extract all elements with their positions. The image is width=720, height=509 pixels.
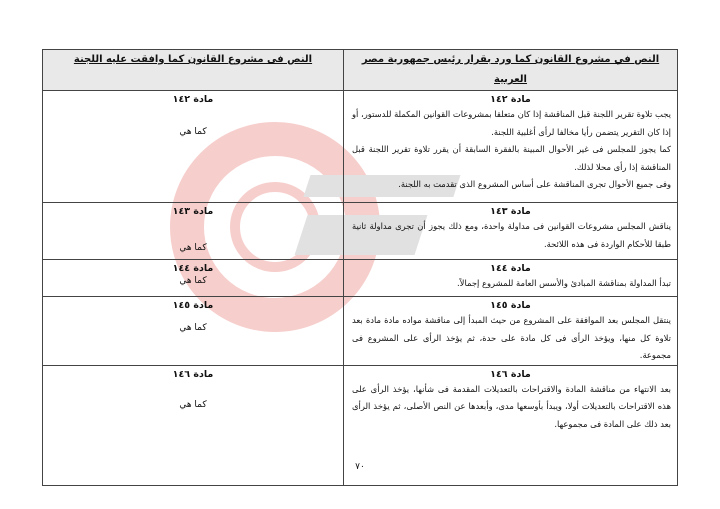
- original-cell: [344, 203, 678, 260]
- same-as-label: كما هي: [179, 399, 207, 410]
- table-row: [43, 260, 678, 297]
- same-as-label: كما هي: [179, 127, 207, 137]
- article-paragraph: بعد الانتهاء من مناقشة المادة والاقتراحات بالتعديلات المقدمة فى شأنها، يؤخذ الرأى على هذه الاقتراحات بالتعديلات أولا، ويبدأ بأوسعها مدى، وأبعدها عن النص الأصلى، ثم يؤخذ الرأى بعد ذلك على المادة فى مجموعها.: [352, 383, 671, 429]
- comparison-table: [42, 49, 678, 486]
- table-row: [43, 91, 678, 203]
- committee-cell: [43, 91, 344, 203]
- article-paragraph: ينتقل المجلس بعد الموافقة على المشروع من حيث المبدأ إلى مناقشة مواده مادة مادة بعد تلاوة كل منها، ويؤخذ الرأى فى كل مادة على حدة، ثم يؤخذ الرأى على المشروع فى مجموعة.: [352, 315, 671, 360]
- table-row: [43, 203, 678, 260]
- header-committee-text: النص فى مشروع القانون كما وافقت عليه اللجنة: [43, 50, 344, 91]
- article-body: [344, 311, 677, 365]
- page-number: ٧٠: [355, 462, 365, 472]
- article-title: مادة ١٤٤: [490, 263, 531, 274]
- article-title: مادة ١٤٦: [172, 368, 214, 380]
- article-title: مادة ١٤٤: [172, 263, 214, 274]
- article-title: مادة ١٤٢: [490, 94, 531, 105]
- same-as-label: كما هي: [179, 323, 207, 333]
- original-cell: [344, 91, 678, 203]
- article-paragraph: تبدأ المداولة بمناقشة المبادئ والأسس العامة للمشروع إجمالاً.: [457, 278, 671, 288]
- article-paragraph: وفى جميع الأحوال تجرى المناقشة على أساس المشروع الذى تقدمت به اللجنة.: [398, 179, 671, 189]
- article-title: مادة ١٤٥: [490, 300, 531, 311]
- article-title: مادة ١٤٦: [490, 368, 531, 380]
- original-cell: [344, 297, 678, 366]
- original-cell: [344, 260, 678, 297]
- article-paragraph: كما يجوز للمجلس فى غير الأحوال المبينة بالفقرة السابقة أن يقرر تلاوة تقرير اللجنة قبل المناقشة إذا رأى محلا لذلك.: [352, 144, 671, 172]
- article-paragraph: يناقش المجلس مشروعات القوانين فى مداولة واحدة، ومع ذلك يجوز أن تجرى مداولة ثانية طبقا للأحكام الواردة فى هذه اللائحة.: [352, 221, 671, 249]
- header-row: [43, 50, 678, 91]
- committee-cell: [43, 203, 344, 260]
- same-as-label: كما هي: [179, 243, 207, 253]
- header-original-text: النص في مشروع القانون كما ورد بقرار رئيس جمهورية مصر العربية: [344, 50, 678, 91]
- committee-cell: [43, 297, 344, 366]
- table-row: [43, 297, 678, 366]
- article-title: مادة ١٤٣: [490, 206, 531, 217]
- article-body: [344, 217, 677, 253]
- article-paragraph: يجب تلاوة تقرير اللجنة قبل المناقشة إذا كان متعلقا بمشروعات القوانين المكملة للدستور، أو إذا كان التقرير يتضمن رأيا مخالفا لرأى أغلبية اللجنة.: [352, 109, 671, 137]
- article-body: [344, 105, 677, 194]
- article-title: مادة ١٤٥: [172, 300, 214, 311]
- committee-cell: [43, 260, 344, 297]
- same-as-label: كما هي: [179, 276, 207, 286]
- article-title: مادة ١٤٣: [172, 206, 214, 217]
- article-body: [344, 380, 677, 434]
- article-body: [344, 274, 677, 293]
- article-title: مادة ١٤٢: [172, 94, 214, 105]
